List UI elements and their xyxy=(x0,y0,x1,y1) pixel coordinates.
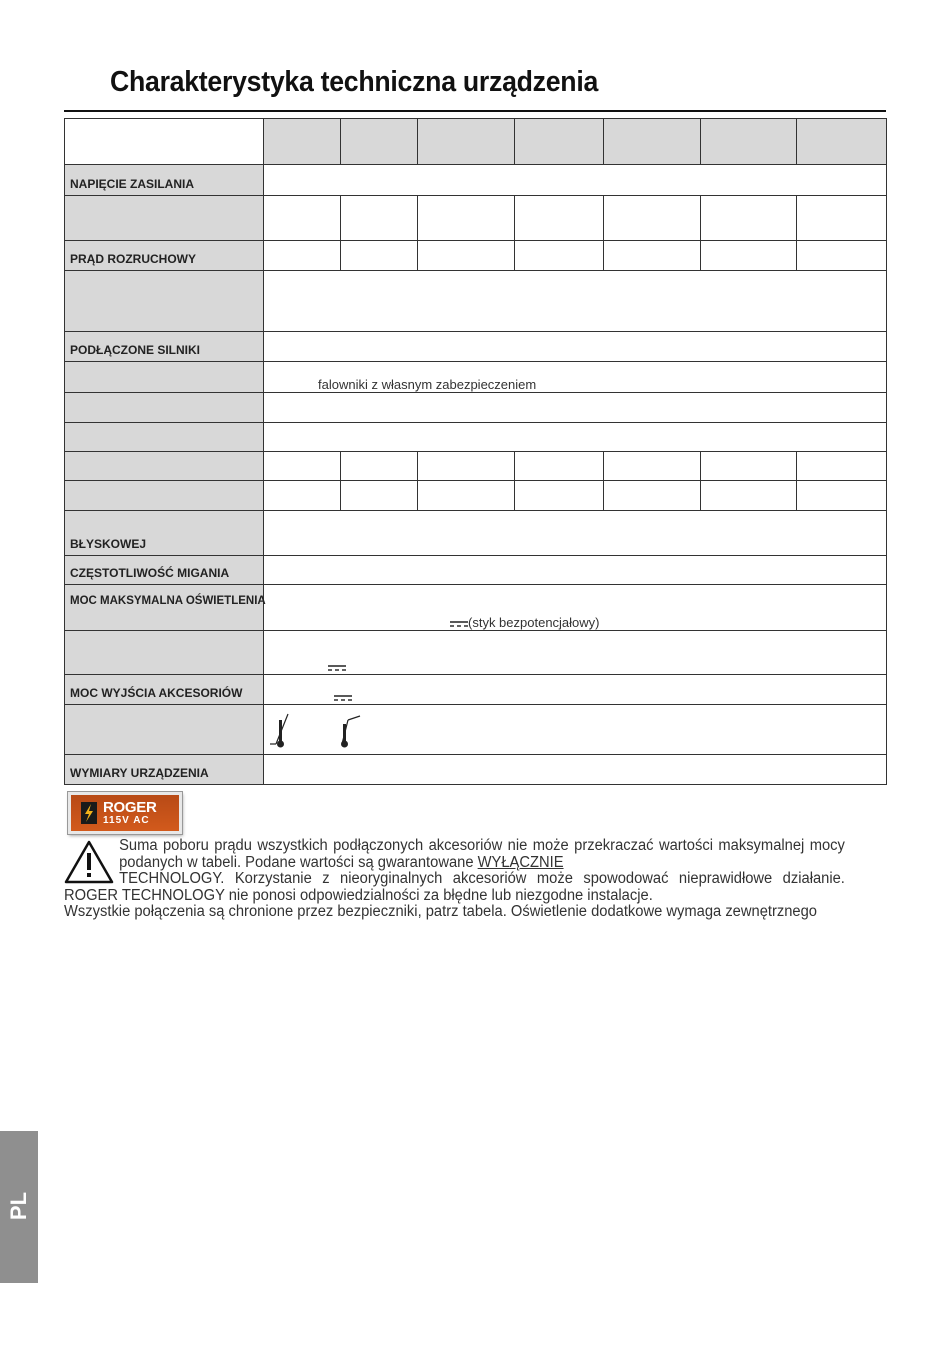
table-row xyxy=(65,196,887,241)
value-cell xyxy=(264,675,887,705)
value-cell xyxy=(264,271,887,332)
header-empty-cell xyxy=(65,119,264,165)
notice-paragraph: Wszystkie połączenia są chronione przez bezpieczniki, patrz tabela. Oświetlenie dodatkowe wymaga zewnętrznego xyxy=(64,903,818,920)
row-label-max-light-power: MOC MAKSYMALNA OŚWIETLENIA xyxy=(65,585,264,631)
value-cell xyxy=(264,165,887,196)
table-row xyxy=(65,241,887,271)
table-row xyxy=(65,481,887,511)
table-row xyxy=(65,585,887,631)
thermometer-icon xyxy=(338,710,362,750)
table-row xyxy=(65,393,887,423)
notice-text xyxy=(64,838,845,921)
value-cell xyxy=(264,332,887,362)
table-row xyxy=(65,452,887,481)
dc-current-icon xyxy=(450,621,468,627)
table-row xyxy=(65,705,887,755)
value-cell xyxy=(264,631,887,675)
row-label xyxy=(65,196,264,241)
table-row xyxy=(65,332,887,362)
logo-brand: ROGER xyxy=(103,799,157,816)
header-cell xyxy=(797,119,887,165)
row-label-flash-frequency: CZĘSTOTLIWOŚĆ MIGANIA xyxy=(65,556,264,585)
value-cell xyxy=(264,585,887,631)
header-cell xyxy=(701,119,797,165)
header-cell xyxy=(264,119,341,165)
row-label-starting-current: PRĄD ROZRUCHOWY xyxy=(65,241,264,271)
table-row xyxy=(65,165,887,196)
table-row xyxy=(65,271,887,332)
value-cell xyxy=(264,511,887,556)
value-cell xyxy=(264,705,887,755)
row-label xyxy=(65,481,264,511)
value-cell xyxy=(264,755,887,785)
table-row xyxy=(65,423,887,452)
dc-current-icon xyxy=(334,695,352,701)
notice-paragraph xyxy=(64,838,845,904)
table-header-row xyxy=(65,119,887,165)
language-tab xyxy=(0,1131,38,1283)
row-label xyxy=(65,423,264,452)
row-label xyxy=(65,271,264,332)
thermometer-icon xyxy=(268,710,292,750)
row-label-accessory-output: MOC WYJŚCIA AKCESORIÓW xyxy=(65,675,264,705)
table-row xyxy=(65,755,887,785)
notice-text-part: Suma poboru prądu wszystkich podłączonych akcesoriów nie może przekraczać wartości maksymalnej mocy podanych w tabeli. Podane wartości są gwarantowane xyxy=(119,837,845,871)
row-label-dimensions: WYMIARY URZĄDZENIA xyxy=(65,755,264,785)
value-cell xyxy=(264,556,887,585)
table-row xyxy=(65,556,887,585)
row-label xyxy=(65,362,264,393)
value-cell xyxy=(264,423,887,452)
table-row xyxy=(65,362,887,393)
roger-logo xyxy=(68,792,182,834)
header-cell xyxy=(418,119,515,165)
spec-table xyxy=(64,118,887,785)
row-label xyxy=(65,393,264,423)
header-cell xyxy=(604,119,701,165)
table-row xyxy=(65,511,887,556)
row-label-supply-voltage: NAPIĘCIE ZASILANIA xyxy=(65,165,264,196)
page-title: Charakterystyka techniczna urządzenia xyxy=(110,66,599,98)
motors-note: falowniki z własnym zabezpieczeniem xyxy=(264,362,887,393)
row-label-flashing: BŁYSKOWEJ xyxy=(65,511,264,556)
row-label xyxy=(65,631,264,675)
dc-current-icon xyxy=(328,665,346,671)
table-row xyxy=(65,675,887,705)
logo-voltage: 115V AC xyxy=(103,815,150,826)
light-contact-note: (styk bezpotencjałowy) xyxy=(468,615,600,630)
row-label xyxy=(65,452,264,481)
lightning-bolt-icon xyxy=(81,802,97,824)
table-row xyxy=(65,631,887,675)
row-label xyxy=(65,705,264,755)
notice-text-part: TECHNOLOGY. Korzystanie z nieoryginalnych akcesoriów może spowodować nieprawidłowe działanie. ROGER TECHNOLOGY nie ponosi odpowiedzialności za błędne lub niezgodne instalacje. xyxy=(64,870,845,904)
language-tab-label: PL xyxy=(6,1191,31,1221)
value-cell xyxy=(264,393,887,423)
notice-underlined: WYŁĄCZNIE xyxy=(477,853,564,871)
header-cell xyxy=(515,119,604,165)
title-rule xyxy=(64,110,886,112)
header-cell xyxy=(341,119,418,165)
row-label-connected-motors: PODŁĄCZONE SILNIKI xyxy=(65,332,264,362)
